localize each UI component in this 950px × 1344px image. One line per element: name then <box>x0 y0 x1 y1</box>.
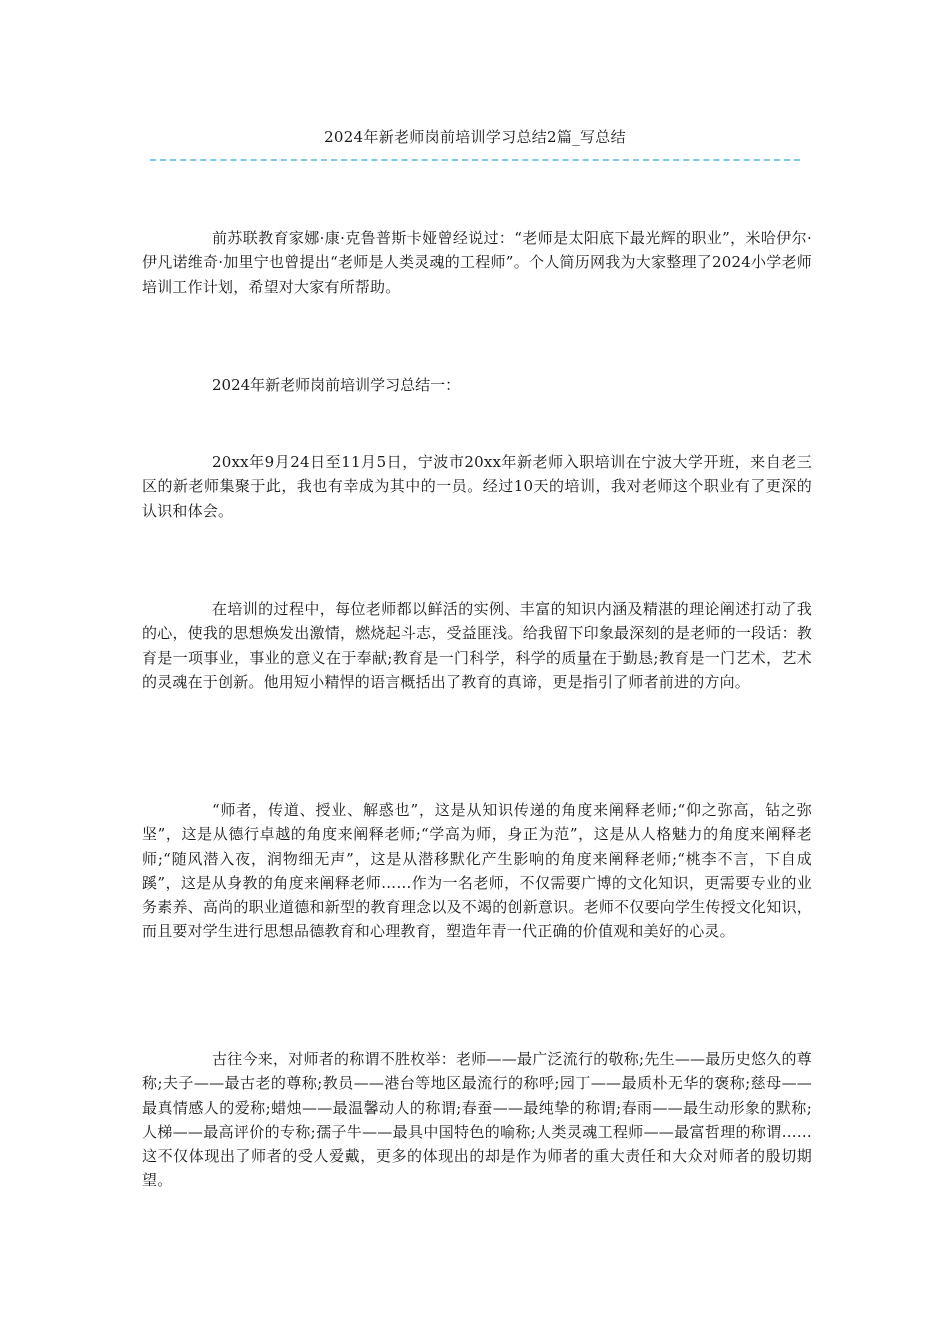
body-paragraph-1: 20xx年9月24日至11月5日，宁波市20xx年新老师入职培训在宁波大学开班，来自老三区的新老师集聚于此，我也有幸成为其中的一员。经过10天的培训，我对老师这个职业有了更深的认识和体会。 <box>142 453 812 520</box>
document-title: 2024年新老师岗前培训学习总结2篇_写总结 <box>324 128 626 146</box>
intro-paragraph: 前苏联教育家娜·康·克鲁普斯卡娅曾经说过：“老师是太阳底下最光辉的职业”，米哈伊尔·伊凡诺维奇·加里宁也曾提出“老师是人类灵魂的工程师”。个人简历网我为大家整理了2024小学老师培训工作计划，希望对大家有所帮助。 <box>142 229 812 296</box>
body-paragraph-3: “师者，传道、授业、解惑也”，这是从知识传递的角度来阐释老师;“仰之弥高，钻之弥坚”，这是从德行卓越的角度来阐释老师;“学高为师，身正为范”，这是从人格魅力的角度来阐释老师;“随风潜入夜，润物细无声”，这是从潜移默化产生影响的角度来阐释老师;“桃李不言，下自成蹊”，这是从身教的角度来阐释老师……作为一名老师，不仅需要广博的文化知识，更需要专业的业务素养、高尚的职业道德和新型的教育理念以及不竭的创新意识。老师不仅要向学生传授文化知识，而且要对学生进行思想品德教育和心理教育，塑造年青一代正确的价值观和美好的心灵。 <box>142 801 812 941</box>
section-heading: 2024年新老师岗前培训学习总结一： <box>212 376 461 394</box>
title-divider <box>150 159 800 161</box>
body-paragraph-2: 在培训的过程中，每位老师都以鲜活的实例、丰富的知识内涵及精湛的理论阐述打动了我的心，使我的思想焕发出激情，燃烧起斗志，受益匪浅。给我留下印象最深刻的是老师的一段话：教育是一项事业，事业的意义在于奉献;教育是一门科学，科学的质量在于勤恳;教育是一门艺术，艺术的灵魂在于创新。他用短小精悍的语言概括出了教育的真谛，更是指引了师者前进的方向。 <box>142 600 812 691</box>
body-paragraph-4: 古往今来，对师者的称谓不胜枚举：老师——最广泛流行的敬称;先生——最历史悠久的尊称;夫子——最古老的尊称;教员——港台等地区最流行的称呼;园丁——最质朴无华的褒称;慈母——最真情感人的爱称;蜡烛——最温馨动人的称谓;春蚕——最纯挚的称谓;春雨——最生动形象的默称;人梯——最高评价的专称;孺子牛——最具中国特色的喻称;人类灵魂工程师——最富哲理的称谓……这不仅体现出了师者的受人爱戴，更多的体现出的却是作为师者的重大责任和大众对师者的殷切期望。 <box>142 1050 812 1190</box>
